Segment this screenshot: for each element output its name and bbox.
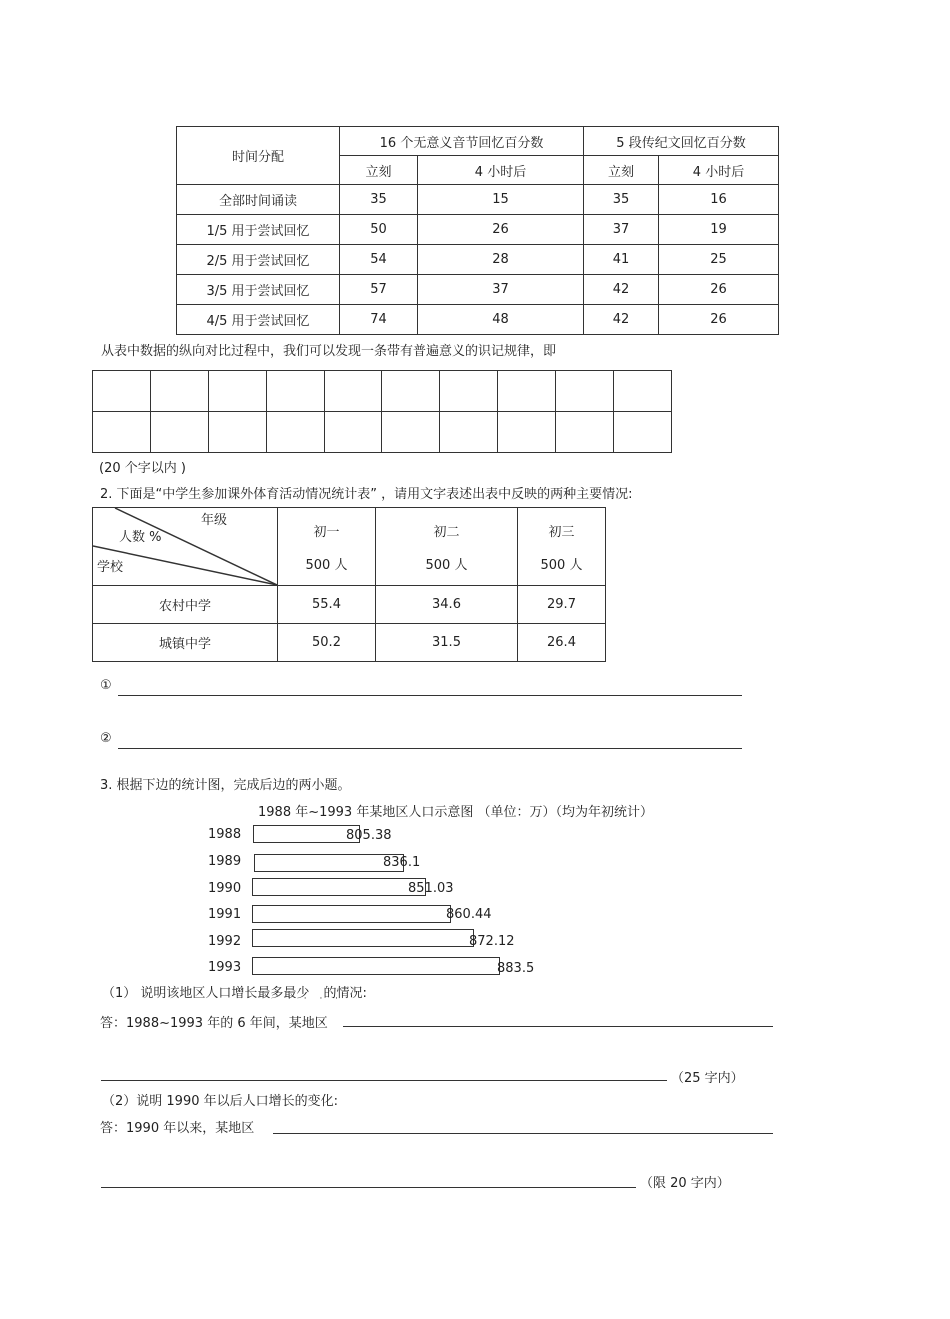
grid-cell[interactable] — [440, 412, 498, 453]
grid-cell[interactable] — [498, 371, 556, 412]
column-header — [376, 508, 518, 586]
grid-cell[interactable] — [266, 412, 324, 453]
grid-cell[interactable] — [93, 371, 151, 412]
grade-label: 初二 — [433, 524, 460, 540]
cell: 25 — [659, 245, 779, 275]
cell: 26 — [659, 305, 779, 335]
year-label: 1992 — [208, 934, 242, 949]
group-header-syllables: 16 个无意义音节回忆百分数 — [340, 127, 584, 156]
cell: 19 — [659, 215, 779, 245]
chart-title: 1988 年~1993 年某地区人口示意图 （单位：万）（均为年初统计） — [258, 805, 653, 820]
bar-value-label: 851.03 — [408, 881, 454, 896]
grid-cell[interactable] — [382, 371, 440, 412]
cell: 57 — [340, 275, 418, 305]
bar-value-label: 805.38 — [346, 828, 392, 843]
table-row — [177, 275, 779, 305]
q3-sub1-limit: （25 字内） — [671, 1071, 744, 1086]
corner-grade-label: 年级 — [201, 513, 228, 528]
answer-grid[interactable] — [92, 370, 672, 453]
grid-cell[interactable] — [208, 371, 266, 412]
cell: 26.4 — [518, 624, 606, 662]
table-row — [93, 586, 606, 624]
row-label: 1/5 用于尝试回忆 — [177, 215, 340, 245]
answer-line-4a[interactable] — [273, 1133, 773, 1134]
bar-1989 — [254, 854, 404, 872]
grid-cell[interactable] — [266, 371, 324, 412]
bar-value-label: 872.12 — [469, 934, 515, 949]
corner-header: 时间分配 — [177, 127, 340, 185]
count-label: 500 人 — [540, 557, 583, 573]
bar-value-label: 836.1 — [383, 855, 421, 870]
q3-prompt: 3. 根据下边的统计图，完成后边的两小题。 — [100, 778, 351, 793]
q2-prompt: 2. 下面是“中学生参加课外体育活动情况统计表” ，请用文字表述出表中反映的两种主要情况: — [100, 487, 633, 502]
cell: 29.7 — [518, 586, 606, 624]
grid-cell[interactable] — [382, 412, 440, 453]
column-header — [518, 508, 606, 586]
row-label: 2/5 用于尝试回忆 — [177, 245, 340, 275]
bar-1991 — [252, 905, 451, 923]
cell: 34.6 — [376, 586, 518, 624]
table-row — [177, 245, 779, 275]
bar-value-label: 860.44 — [446, 907, 492, 922]
cell: 54 — [340, 245, 418, 275]
year-label: 1991 — [208, 907, 242, 922]
cell: 37 — [418, 275, 584, 305]
grid-cell[interactable] — [93, 412, 151, 453]
q1-prompt: 从表中数据的纵向对比过程中，我们可以发现一条带有普遍意义的识记规律，即 — [101, 344, 557, 359]
grid-cell[interactable] — [324, 412, 382, 453]
cell: 48 — [418, 305, 584, 335]
answer-mark-1: ① — [100, 678, 112, 693]
sub-header: 4 小时后 — [659, 156, 779, 185]
table-row — [177, 215, 779, 245]
grid-cell[interactable] — [150, 412, 208, 453]
bar-1988 — [253, 825, 360, 843]
year-label: 1993 — [208, 960, 242, 975]
sub-header: 4 小时后 — [418, 156, 584, 185]
row-label: 3/5 用于尝试回忆 — [177, 275, 340, 305]
table-row — [93, 624, 606, 662]
count-label: 500 人 — [425, 557, 468, 573]
diagonal-corner-header — [93, 508, 278, 586]
cell: 41 — [584, 245, 659, 275]
sub-header: 立刻 — [584, 156, 659, 185]
cell: 50 — [340, 215, 418, 245]
cell: 26 — [418, 215, 584, 245]
bar-1990 — [252, 878, 426, 896]
answer-line-3b[interactable] — [101, 1080, 667, 1081]
grade-label: 初三 — [548, 524, 575, 540]
grid-cell[interactable] — [498, 412, 556, 453]
bar-1992 — [252, 929, 474, 947]
cell: 55.4 — [278, 586, 376, 624]
answer-line-1[interactable] — [118, 695, 742, 696]
corner-count-label: 人数 % — [119, 530, 162, 545]
grid-cell[interactable] — [324, 371, 382, 412]
row-label: 全部时间诵读 — [177, 185, 340, 215]
q3-sub1-answer-prefix: 答：1988~1993 年的 6 年间，某地区 — [100, 1016, 328, 1031]
grid-cell[interactable] — [556, 371, 614, 412]
memory-recall-table — [176, 126, 779, 335]
year-label: 1990 — [208, 881, 242, 896]
q3-sub2-prompt: （2）说明 1990 年以后人口增长的变化: — [102, 1094, 338, 1109]
year-label: 1988 — [208, 827, 242, 842]
grid-cell[interactable] — [614, 412, 672, 453]
q1-limit: (20 个字以内 ) — [99, 461, 186, 476]
corner-school-label: 学校 — [97, 560, 124, 575]
cell: 42 — [584, 275, 659, 305]
row-label: 4/5 用于尝试回忆 — [177, 305, 340, 335]
count-label: 500 人 — [305, 557, 348, 573]
emphasis-dots: · · · · — [288, 994, 344, 1004]
cell: 37 — [584, 215, 659, 245]
answer-mark-2: ② — [100, 731, 112, 746]
grid-cell[interactable] — [208, 412, 266, 453]
row-label: 城镇中学 — [93, 624, 278, 662]
cell: 16 — [659, 185, 779, 215]
cell: 35 — [584, 185, 659, 215]
grid-cell[interactable] — [614, 371, 672, 412]
column-header — [278, 508, 376, 586]
cell: 31.5 — [376, 624, 518, 662]
cell: 26 — [659, 275, 779, 305]
grid-cell[interactable] — [440, 371, 498, 412]
year-label: 1989 — [208, 854, 242, 869]
answer-line-2[interactable] — [118, 748, 742, 749]
table-row — [177, 305, 779, 335]
grid-cell[interactable] — [556, 412, 614, 453]
cell: 74 — [340, 305, 418, 335]
table-row — [177, 185, 779, 215]
answer-line-3a[interactable] — [343, 1026, 773, 1027]
group-header-biography: 5 段传纪文回忆百分数 — [584, 127, 779, 156]
q3-sub2-limit: （限 20 字内） — [640, 1176, 730, 1191]
grid-cell[interactable] — [150, 371, 208, 412]
grade-label: 初一 — [313, 524, 340, 540]
bar-1993 — [252, 957, 500, 975]
cell: 42 — [584, 305, 659, 335]
cell: 35 — [340, 185, 418, 215]
sub1-prompt-text: （1） 说明该地区人口增长最多最少 — [102, 986, 310, 1001]
row-label: 农村中学 — [93, 586, 278, 624]
answer-line-4b[interactable] — [101, 1187, 636, 1188]
sub-header: 立刻 — [340, 156, 418, 185]
cell: 15 — [418, 185, 584, 215]
cell: 28 — [418, 245, 584, 275]
q3-sub2-answer-prefix: 答：1990 年以来，某地区 — [100, 1121, 255, 1136]
bar-value-label: 883.5 — [497, 961, 535, 976]
cell: 50.2 — [278, 624, 376, 662]
sub1-prompt-suffix: 的情况: — [323, 986, 367, 1001]
sports-activity-table — [92, 507, 606, 662]
